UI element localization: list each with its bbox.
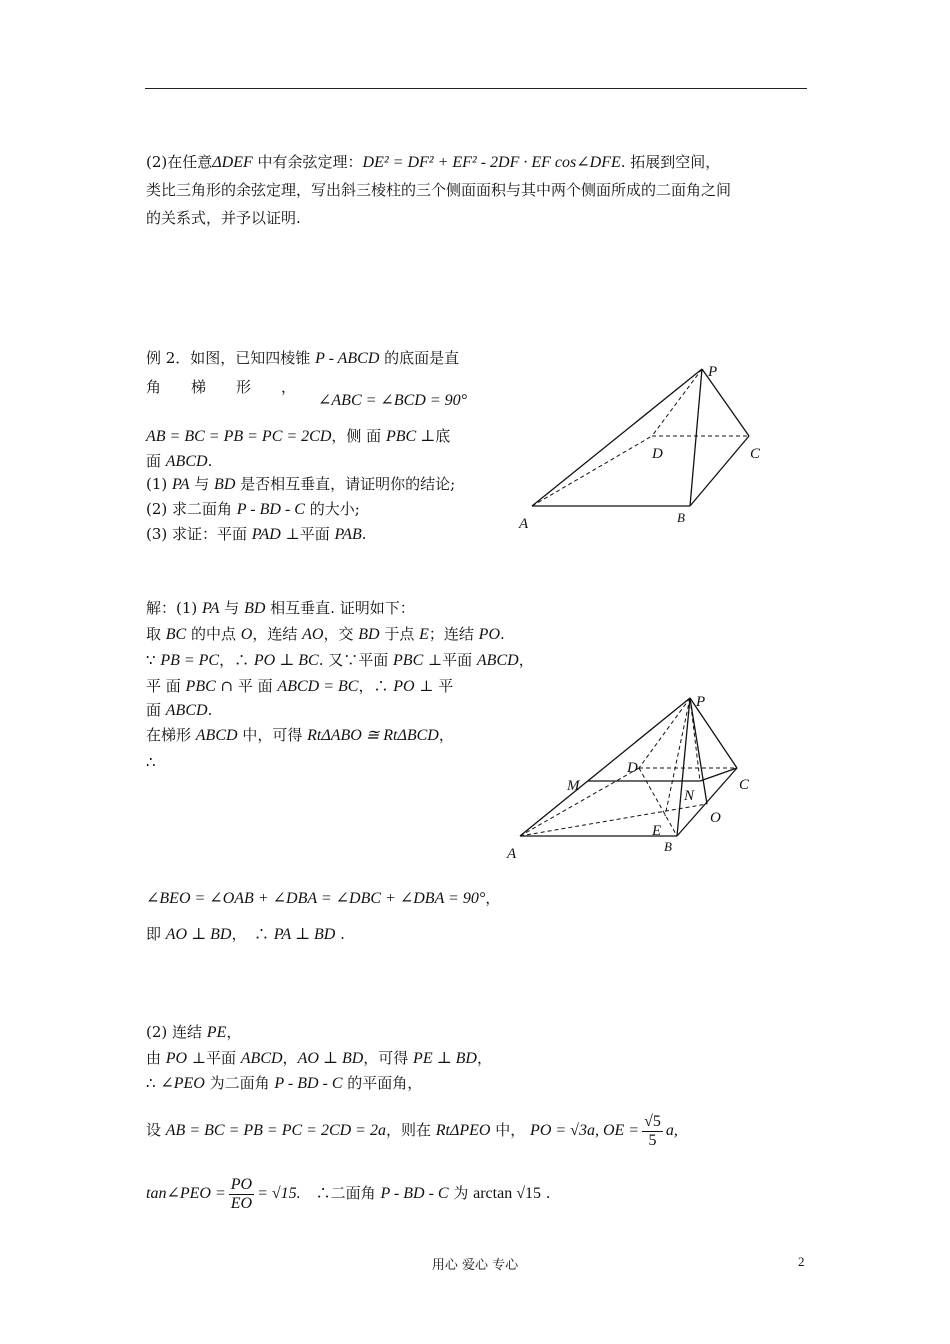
math: P - ABCD	[315, 350, 380, 367]
edge-AD	[532, 436, 652, 506]
text: 面	[146, 452, 166, 470]
denominator: 5	[648, 1131, 657, 1149]
solution-line4	[146, 676, 453, 697]
math: PB = PC	[160, 652, 220, 669]
math: PE	[206, 1024, 227, 1041]
text: 中，可得	[237, 726, 308, 744]
angle-sum-equation: ∠BEO = ∠OAB + ∠DBA = ∠DBC + ∠DBA = 90°	[146, 890, 486, 907]
text: 于点	[379, 625, 420, 643]
math: AO ⊥ BD	[297, 1050, 364, 1067]
text: .	[207, 452, 213, 470]
text: 与	[189, 475, 215, 493]
text: 相互垂直. 证明如下：	[265, 599, 415, 617]
text: ⊥ 平	[414, 677, 454, 695]
math: PBC	[185, 678, 216, 695]
math: BD	[358, 626, 380, 643]
text: 解：(1)	[146, 599, 203, 617]
label2-P: P	[696, 694, 706, 710]
cosine-law-formula: DE² = DF² + EF² - 2DF · EF cos∠DFE	[362, 154, 621, 171]
solution-line6	[146, 725, 454, 746]
label2-C: C	[739, 777, 750, 793]
math: BC	[165, 626, 187, 643]
math: PBC	[393, 652, 424, 669]
text: .	[361, 525, 367, 543]
solution2-line3	[146, 1073, 422, 1094]
text: ，则在	[385, 1121, 436, 1139]
label2-D: D	[627, 760, 638, 776]
solution2-line5	[146, 1173, 551, 1214]
math: ABCD	[165, 453, 208, 470]
text: 在梯形	[146, 726, 196, 744]
math: PA	[172, 476, 190, 493]
text: . 拓展到空间，	[620, 153, 721, 171]
text: 平 面	[146, 677, 186, 695]
text: 例 2．如图，已知四棱锥	[146, 349, 316, 367]
math: ABCD	[240, 1050, 283, 1067]
text: ，侧 面	[331, 427, 386, 445]
solution-line2	[146, 624, 505, 645]
text: ，	[485, 889, 501, 907]
label-C: C	[750, 446, 761, 462]
math: P - BD - C	[236, 501, 305, 518]
figure1-solid-edges	[532, 369, 749, 506]
text: .	[335, 925, 345, 943]
solution-line5	[146, 700, 212, 721]
example2-line2: 角 梯 形 ，	[146, 378, 297, 396]
text: 的底面是直	[379, 349, 460, 367]
fraction-OE	[642, 1113, 663, 1150]
text: (1)	[146, 475, 173, 493]
text: (2) 连结	[146, 1023, 207, 1041]
math: BD	[244, 600, 266, 617]
text: ∵	[146, 651, 161, 669]
label-P: P	[708, 364, 718, 380]
text: .	[500, 625, 505, 643]
fraction-PO-EO	[229, 1176, 254, 1213]
text: ∴二面角	[300, 1184, 381, 1202]
solution2-line4	[146, 1110, 678, 1151]
math: ABCD = BC	[277, 678, 359, 695]
problem2-line2: 类比三角形的余弦定理，写出斜三棱柱的三个侧面面积与其中两个侧面所成的二面角之间	[146, 181, 732, 199]
text: (2) 求二面角	[146, 500, 237, 518]
text: 的大小;	[304, 500, 360, 518]
numerator: PO	[230, 1175, 253, 1193]
text: .	[207, 701, 213, 719]
numerator: √5	[644, 1112, 661, 1130]
math: PA ⊥ BD	[273, 926, 336, 943]
text: ∴	[146, 1074, 161, 1092]
math: AB = BC = PB = PC = 2CD = 2a	[165, 1122, 386, 1139]
text: ，交	[323, 625, 359, 643]
math: = √15.	[257, 1185, 301, 1202]
solution-line9	[146, 924, 345, 945]
edge2-PB	[677, 698, 690, 836]
problem2-line3: 的关系式，并予以证明.	[146, 209, 301, 227]
text: 与	[219, 599, 245, 617]
text: 是否相互垂直，请证明你的结论;	[235, 475, 456, 493]
text: 中有余弦定理：	[252, 153, 363, 171]
text: 的中点	[186, 625, 241, 643]
text: ⊥平面	[280, 525, 335, 543]
edge2-AD	[520, 768, 639, 836]
math: ABCD	[165, 702, 208, 719]
math: AB = BC = PB = PC = 2CD	[146, 428, 332, 445]
math: RtΔABO ≅ RtΔBCD	[307, 727, 439, 744]
math: PO	[478, 626, 500, 643]
text: ，	[282, 1049, 298, 1067]
text: ∩ 平 面	[215, 677, 278, 695]
math: ∠PEO	[160, 1075, 205, 1092]
label2-A: A	[507, 846, 517, 862]
math: BD	[214, 476, 236, 493]
denominator: EO	[230, 1194, 253, 1212]
math: a,	[665, 1122, 678, 1139]
solution2-line1	[146, 1022, 241, 1043]
edge-PA	[532, 369, 702, 506]
solution-line8	[146, 888, 500, 909]
math: arctan √15	[473, 1185, 541, 1202]
text: 为二面角	[204, 1074, 275, 1092]
edge-BC	[690, 436, 749, 506]
math: O	[240, 626, 253, 643]
text: 设	[146, 1121, 166, 1139]
text: ，可得	[363, 1049, 414, 1067]
footer-slogan: 用心 爱心 专心	[431, 1258, 519, 1273]
solution2-line2	[146, 1048, 492, 1069]
text: ，∴	[219, 651, 254, 669]
text: ⊥平面	[187, 1049, 241, 1067]
text: .	[540, 1184, 551, 1202]
math: ABCD	[195, 727, 238, 744]
math: AO	[302, 626, 324, 643]
text: ，	[476, 1049, 492, 1067]
label2-B: B	[664, 839, 672, 854]
math: RtΔPEO	[435, 1122, 491, 1139]
text: ，	[438, 726, 454, 744]
label-D: D	[652, 446, 663, 462]
solution-line1	[146, 598, 415, 619]
label-B: B	[677, 510, 685, 525]
math: P - BD - C	[274, 1075, 343, 1092]
math: E	[419, 626, 429, 643]
text: 的平面角，	[342, 1074, 423, 1092]
math: tan∠PEO =	[146, 1185, 226, 1202]
text: . 又∵平面	[318, 651, 394, 669]
text: ， ∴	[231, 925, 274, 943]
math: PO ⊥ BC	[253, 652, 319, 669]
math: ABCD	[476, 652, 519, 669]
text: 由	[146, 1049, 166, 1067]
text: ；连结	[428, 625, 479, 643]
text: (3) 求证：平面	[146, 525, 252, 543]
text: ，	[226, 1023, 242, 1041]
math: AO ⊥ BD	[165, 926, 232, 943]
text: 即	[146, 925, 166, 943]
text: 为	[448, 1184, 474, 1202]
text: ，∴	[358, 677, 394, 695]
page-number: 2	[798, 1254, 805, 1269]
solution-line7: ∴	[146, 753, 156, 771]
text: (2)在任意	[146, 153, 213, 171]
math: PO	[393, 678, 415, 695]
math: PE ⊥ BD	[413, 1050, 477, 1067]
edge2-PA	[520, 698, 690, 836]
text: 取	[146, 625, 166, 643]
solution-line3	[146, 650, 534, 671]
label2-N: N	[684, 788, 695, 804]
label2-M: M	[567, 778, 580, 794]
label2-E: E	[652, 823, 662, 839]
text: 中，	[490, 1121, 526, 1139]
math: ∠ABC = ∠BCD = 90°	[318, 392, 468, 409]
math: PAD	[251, 526, 281, 543]
text: ⊥平面	[423, 651, 477, 669]
math: PA	[202, 600, 220, 617]
text: ，连结	[252, 625, 303, 643]
edge-PB	[690, 369, 702, 506]
text: 面	[146, 701, 166, 719]
math: ΔDEF	[212, 154, 253, 171]
text: 底	[435, 427, 451, 445]
math: PBC ⊥	[385, 428, 436, 445]
math: PAB	[334, 526, 362, 543]
math: P - BD - C	[380, 1185, 449, 1202]
label-A: A	[519, 516, 529, 532]
math: PO = √3a, OE =	[530, 1122, 640, 1139]
math: PO	[165, 1050, 188, 1067]
text: ，	[518, 651, 534, 669]
label2-O: O	[710, 810, 721, 826]
